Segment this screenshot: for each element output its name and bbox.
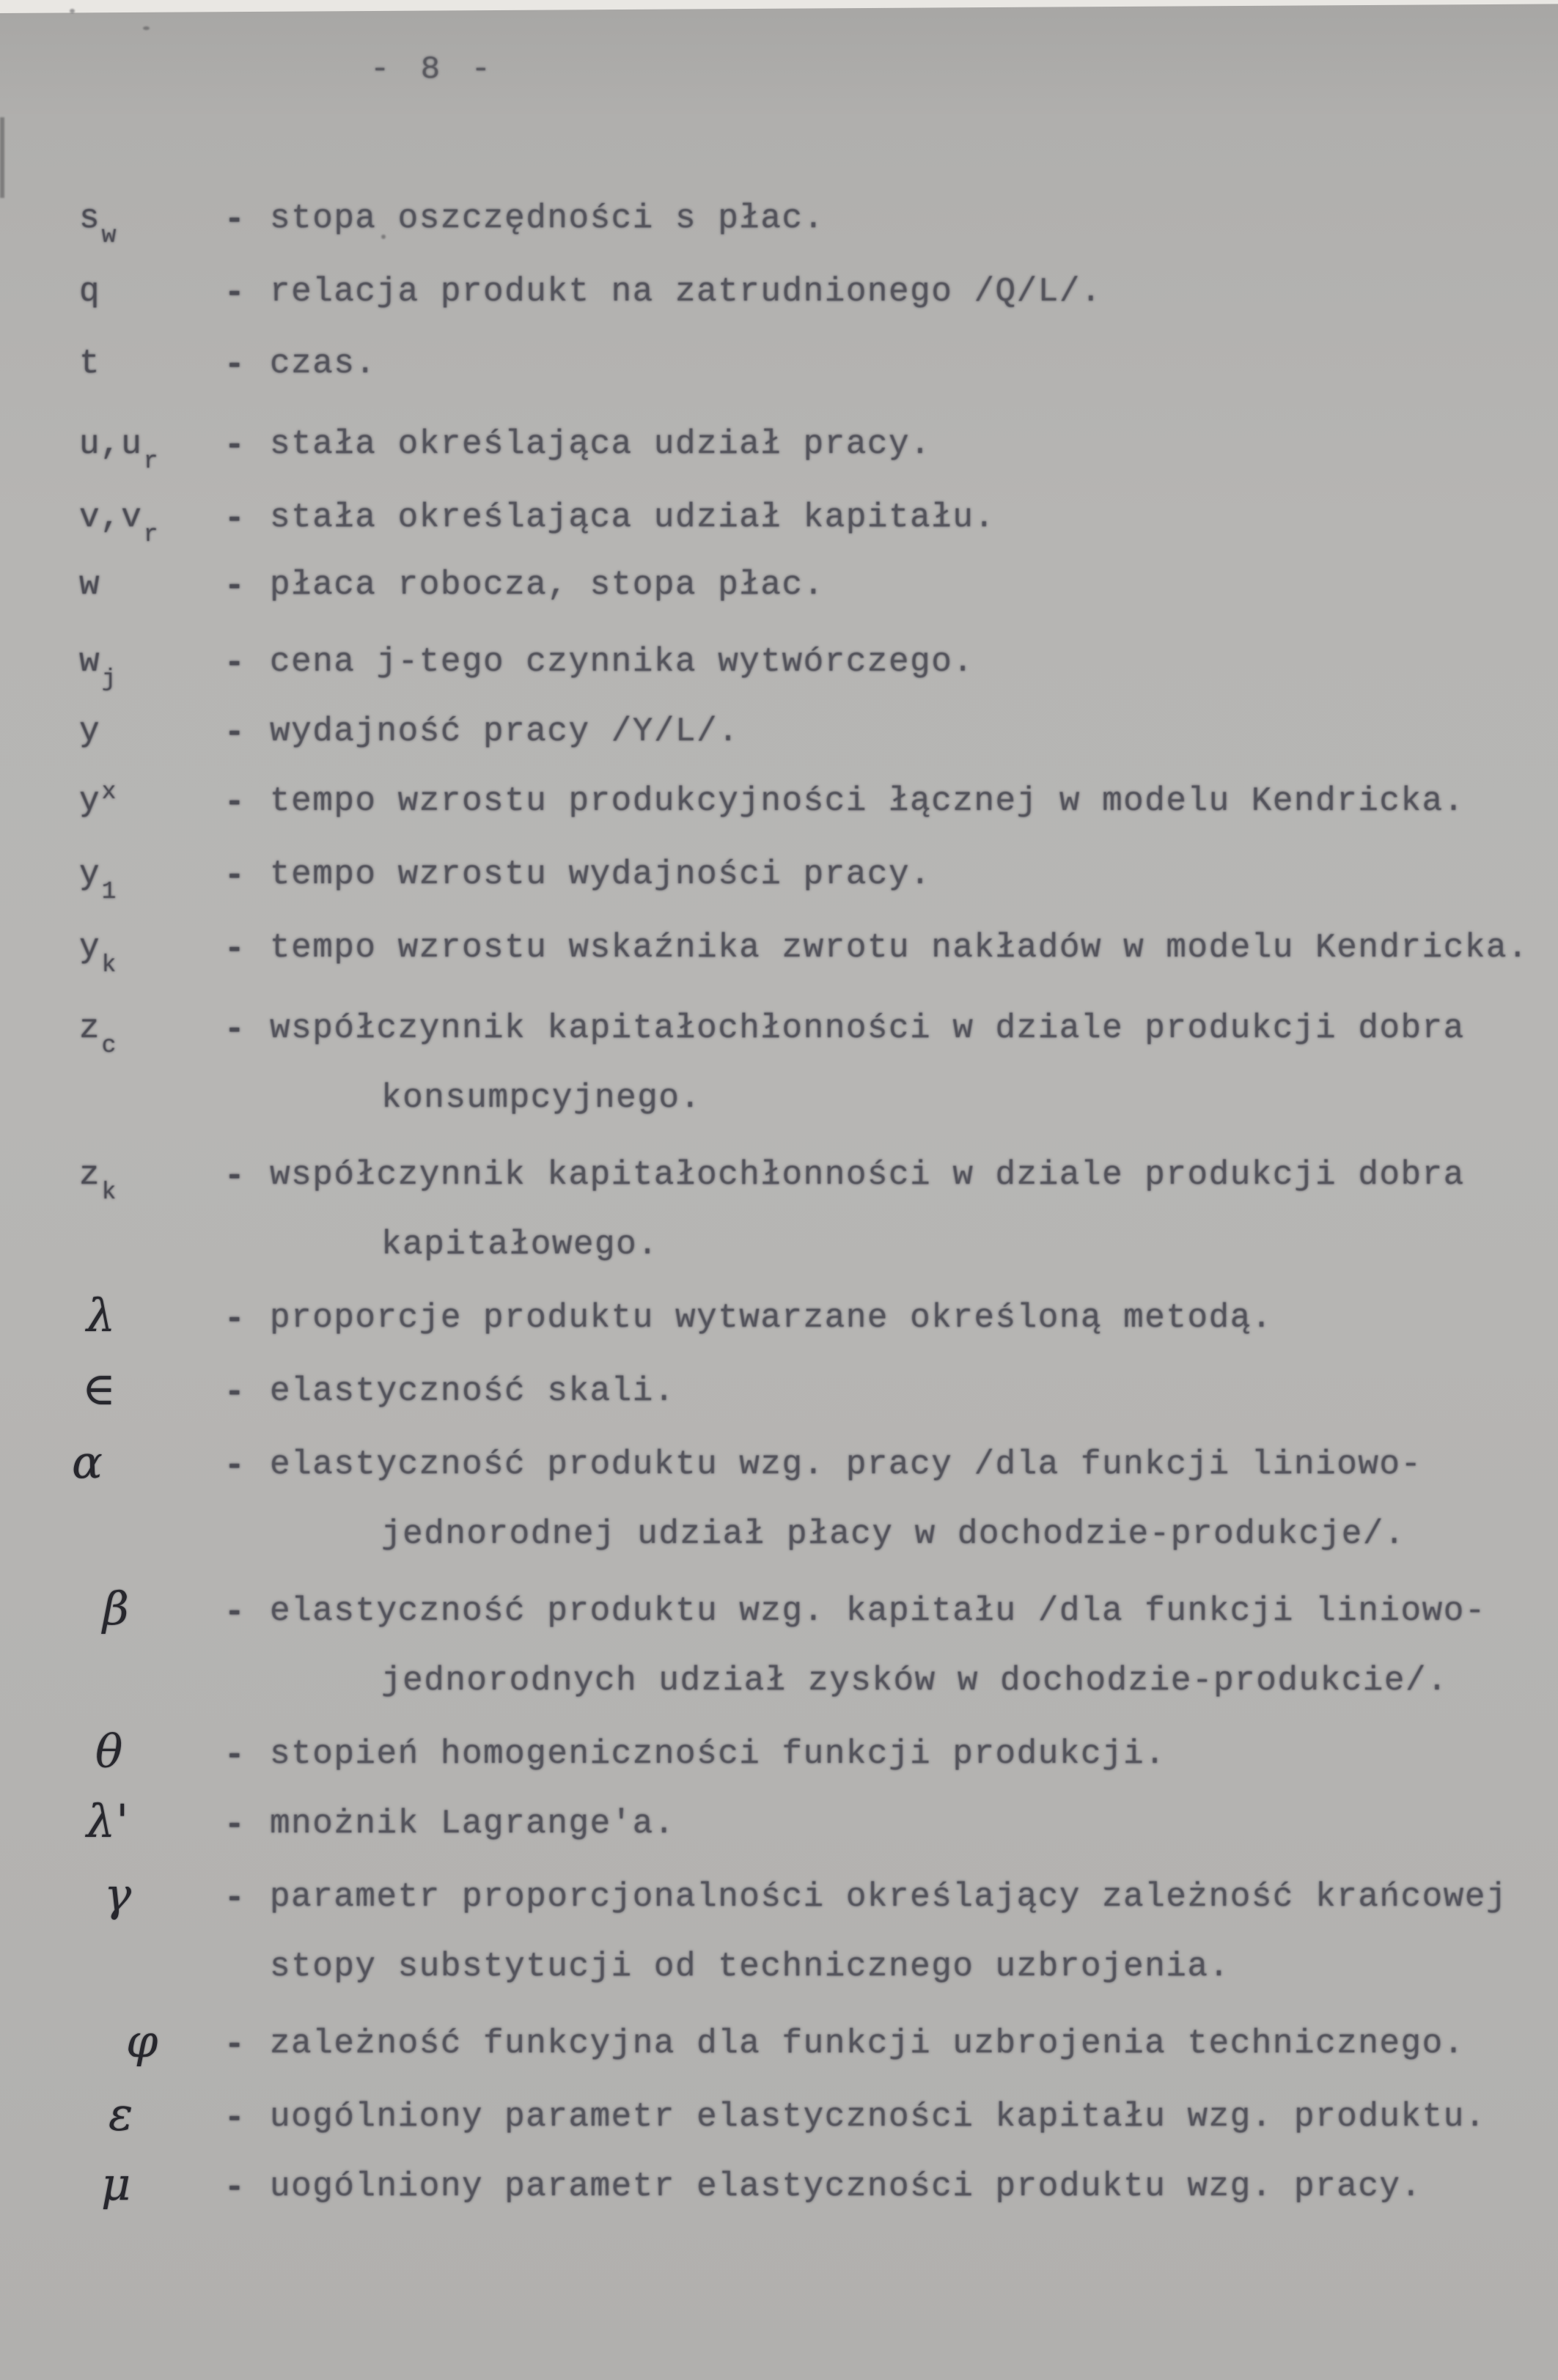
- glossary-row: [0, 1868, 1558, 1929]
- definition-text: parametr proporcjonalności określający zależność krańcowej: [270, 1878, 1508, 1916]
- glossary-row: [0, 1435, 1558, 1497]
- symbol: $y_1$: [79, 855, 117, 905]
- definition-text: relacja produkt na zatrudnionego /Q/L/.: [270, 273, 1103, 311]
- dash-separator: -: [224, 644, 245, 682]
- symbol: $w_j$: [79, 643, 117, 693]
- definition-text: tempo wzrostu wydajności pracy.: [270, 855, 932, 894]
- dash-separator: -: [224, 2026, 245, 2064]
- glossary-row-continuation: [0, 1948, 1558, 1999]
- symbol-gamma: γ: [104, 1868, 133, 1921]
- symbol: y: [79, 712, 100, 751]
- symbol-element-of: ∈: [82, 1362, 117, 1415]
- symbol: t: [79, 345, 100, 383]
- glossary-row: [0, 498, 1558, 550]
- definition-continuation: stopy substytucji od technicznego uzbrojenia.: [270, 1948, 1230, 1986]
- definition-text: współczynnik kapitałochłonności w dziale produkcji dobra: [270, 1009, 1465, 1047]
- symbol: q: [79, 273, 100, 311]
- dash-separator: -: [224, 1736, 245, 1775]
- dash-separator: -: [224, 1374, 245, 1412]
- dash-separator: -: [224, 1879, 245, 1917]
- symbol-sub: c: [101, 1032, 117, 1059]
- symbol-sub: 1: [101, 878, 117, 905]
- definition-text: proporcje produktu wytwarzane określoną metodą.: [270, 1299, 1273, 1337]
- glossary-row: [0, 2088, 1558, 2149]
- definition-text: stopa oszczędności s płac.: [270, 199, 825, 237]
- symbol: $y^x$: [79, 778, 117, 820]
- dash-separator: -: [224, 274, 245, 312]
- definition-text: stała określająca udział kapitału.: [270, 498, 996, 537]
- glossary-row-continuation: [0, 1515, 1558, 1566]
- scan-speck: [143, 26, 150, 30]
- dash-separator: -: [224, 2099, 245, 2137]
- definition-text: płaca robocza, stopa płac.: [270, 566, 825, 604]
- symbol-sup: x: [101, 778, 117, 806]
- symbol: $v,v_r$: [79, 498, 159, 548]
- definition-text: uogólniony parametr elastyczności produktu wzg. pracy.: [270, 2167, 1422, 2206]
- glossary-row-continuation: [0, 1226, 1558, 1277]
- definition-text: tempo wzrostu wskaźnika zwrotu nakładów w modelu Kendricka.: [270, 929, 1529, 967]
- symbol-phi: φ: [126, 2014, 159, 2068]
- dash-separator: -: [224, 567, 245, 605]
- dash-separator: -: [224, 1300, 245, 1338]
- definition-text: stała określająca udział pracy.: [270, 425, 932, 463]
- glossary-row: [0, 425, 1558, 476]
- dash-separator: -: [224, 1011, 245, 1049]
- symbol-lambda-prime: λ': [87, 1794, 130, 1848]
- symbol-beta: β: [103, 1582, 130, 1635]
- glossary-row: [0, 643, 1558, 694]
- glossary-row: [0, 929, 1558, 980]
- definition-continuation: konsumpcyjnego.: [381, 1079, 702, 1117]
- symbol: $u,u_r$: [79, 425, 159, 475]
- dash-separator: -: [224, 1594, 245, 1632]
- symbol-sub: w: [101, 222, 117, 249]
- definition-text: zależność funkcyjna dla funkcji uzbrojenia technicznego.: [270, 2025, 1465, 2063]
- glossary-row-continuation: [0, 1662, 1558, 1713]
- glossary-row: [0, 566, 1558, 617]
- dash-separator: -: [224, 1157, 245, 1195]
- definition-text: stopień homogeniczności funkcji produkcji.: [270, 1735, 1166, 1773]
- symbol: $z_c$: [79, 1009, 117, 1059]
- glossary-row: [0, 712, 1558, 764]
- dash-separator: -: [224, 346, 245, 384]
- definition-text: wydajność pracy /Y/L/.: [270, 712, 740, 751]
- symbol-sub: r: [143, 448, 159, 475]
- glossary-row: [0, 1009, 1558, 1061]
- dash-separator: -: [224, 714, 245, 752]
- glossary-row: [0, 1725, 1558, 1786]
- dash-separator: -: [224, 857, 245, 895]
- glossary-row: [0, 1156, 1558, 1207]
- dash-separator: -: [224, 2169, 245, 2207]
- scan-top-edge: [0, 0, 1558, 13]
- symbol-sub: k: [101, 951, 117, 979]
- definition-text: współczynnik kapitałochłonności w dziale produkcji dobra: [270, 1156, 1465, 1194]
- symbol-theta: θ: [95, 1725, 124, 1778]
- glossary-row: [0, 855, 1558, 907]
- symbol: $s_w$: [79, 199, 117, 249]
- dash-separator: -: [224, 784, 245, 822]
- scan-edge-mark: [0, 117, 4, 198]
- glossary-row: [0, 273, 1558, 324]
- symbol-sub: j: [101, 666, 117, 693]
- definition-text: elastyczność produktu wzg. pracy /dla funkcji liniowo-: [270, 1445, 1422, 1484]
- symbol: w: [79, 566, 100, 604]
- dash-separator: -: [224, 1447, 245, 1485]
- glossary-row: [0, 1794, 1558, 1856]
- dash-separator: -: [224, 1806, 245, 1844]
- definition-continuation: jednorodnych udział zysków w dochodzie-produkcie/.: [381, 1662, 1449, 1700]
- glossary-row: [0, 199, 1558, 251]
- definition-text: elastyczność produktu wzg. kapitału /dla funkcji liniowo-: [270, 1592, 1486, 1630]
- dash-separator: -: [224, 427, 245, 465]
- definition-text: uogólniony parametr elastyczności kapitału wzg. produktu.: [270, 2098, 1486, 2136]
- glossary-row: [0, 2014, 1558, 2076]
- definition-text: cena j-tego czynnika wytwórczego.: [270, 643, 974, 681]
- symbol: $y_k$: [79, 929, 117, 979]
- definition-continuation: kapitałowego.: [381, 1226, 659, 1264]
- symbol-epsilon: ε: [109, 2088, 134, 2141]
- symbol-sub: r: [143, 521, 159, 548]
- glossary-row: [0, 2157, 1558, 2219]
- definition-text: mnożnik Lagrange'a.: [270, 1805, 675, 1843]
- dash-separator: -: [224, 201, 245, 239]
- definition-continuation: jednorodnej udział płacy w dochodzie-produkcje/.: [381, 1515, 1406, 1553]
- glossary-row-continuation: [0, 1079, 1558, 1130]
- definition-text: czas.: [270, 345, 377, 383]
- symbol-mu: μ: [101, 2157, 132, 2211]
- dash-separator: -: [224, 500, 245, 538]
- glossary-row: [0, 1289, 1558, 1350]
- page-number: - 8 -: [370, 51, 497, 88]
- glossary-row: [0, 1362, 1558, 1423]
- symbol-lambda: λ: [87, 1289, 117, 1342]
- glossary-row: [0, 345, 1558, 396]
- symbol: $z_k$: [79, 1156, 117, 1206]
- definition-text: elastyczność skali.: [270, 1372, 675, 1410]
- glossary-row: [0, 1582, 1558, 1643]
- dash-separator: -: [224, 930, 245, 968]
- definition-text: tempo wzrostu produkcyjności łącznej w modelu Kendricka.: [270, 782, 1465, 820]
- scan-speck: [70, 9, 75, 13]
- symbol-sub: k: [101, 1179, 117, 1206]
- glossary-row: [0, 778, 1558, 833]
- symbol-alpha: α: [72, 1435, 103, 1489]
